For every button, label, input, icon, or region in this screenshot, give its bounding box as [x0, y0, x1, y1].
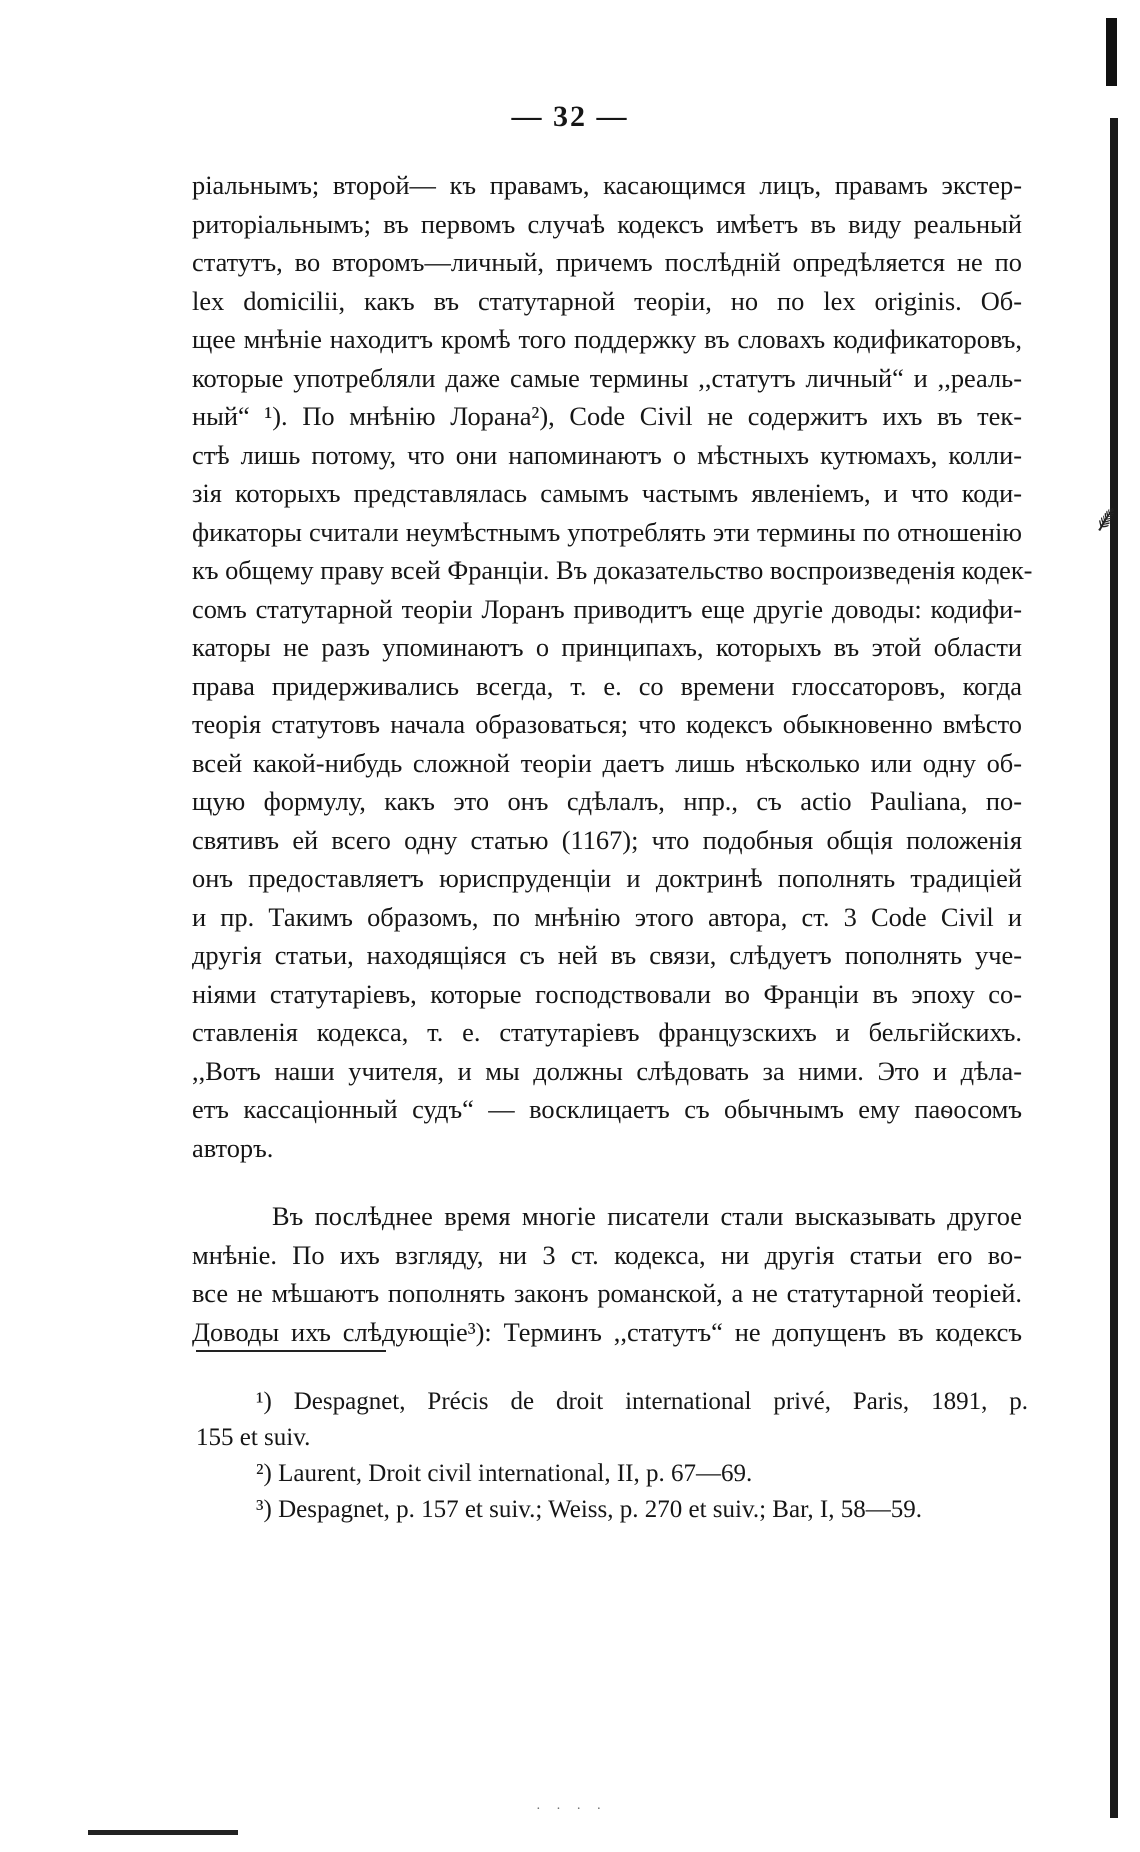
text-line: всей какой-нибудь сложной теоріи даетъ лишь нѣсколько или одну об-	[192, 747, 1022, 778]
text-line: все не мѣшаютъ пополнять законъ романской, а не статутарной теоріей.	[192, 1278, 1022, 1308]
main-text	[192, 166, 1033, 1351]
page-edge-bar	[1110, 118, 1118, 1818]
text-line: щее мнѣніе находитъ кромѣ того поддержку въ словахъ кодификаторовъ,	[192, 324, 1022, 354]
footnote-continuation: 155 et suiv.	[196, 1424, 311, 1451]
text-line: етъ кассаціонный судъ“ — восклицаетъ съ обычнымъ ему паѳосомъ	[192, 1094, 1022, 1124]
text-line: каторы не разъ упоминаютъ о принципахъ, которыхъ въ этой области	[192, 632, 1022, 662]
text-line: святивъ ей всего одну статью (1167); что подобныя общія положенія	[192, 824, 1022, 855]
text-line: фикаторы считали неумѣстнымъ употреблять эти термины по отношенію	[192, 516, 1022, 547]
text-line: мнѣніе. По ихъ взгляду, ни 3 ст. кодекса, ни другія статьи его во-	[192, 1239, 1022, 1270]
text-line: ный“ ¹). По мнѣнію Лорана²), Code Civil не содержитъ ихъ въ тек-	[192, 401, 1022, 431]
text-line: права придерживались всегда, т. е. со времени глоссаторовъ, когда	[192, 670, 1022, 701]
text-line: щую формулу, какъ это онъ сдѣлалъ, нпр., съ actio Pauliana, по-	[192, 786, 1022, 816]
text-line: къ общему праву всей Франціи. Въ доказательство воспроизведенія кодек-	[192, 555, 1033, 585]
margin-mark: ⸙	[1092, 498, 1121, 540]
text-line: ніями статутаріевъ, которые господствовали во Франціи въ эпоху со-	[192, 978, 1022, 1009]
text-line: ,,Вотъ наши учителя, и мы должны слѣдовать за ними. Это и дѣла-	[192, 1055, 1022, 1086]
text-line: ріальнымъ; второй— къ правамъ, касающимся лицъ, правамъ экстер-	[192, 170, 1022, 200]
scan-artifact-rule	[88, 1830, 238, 1835]
footnote: ²) Laurent, Droit civil international, II, p. 67—69.	[256, 1460, 753, 1487]
text-line: онъ предоставляетъ юриспруденціи и доктринѣ пополнять традиціей	[192, 863, 1022, 893]
scan-artifact-dots: · · · ·	[536, 1802, 608, 1817]
footnote-divider	[196, 1350, 386, 1352]
text-line: сомъ статутарной теоріи Лоранъ приводитъ еще другіе доводы: кодифи-	[192, 593, 1022, 624]
text-line: и пр. Такимъ образомъ, по мнѣнію этого автора, ст. 3 Code Civil и	[192, 901, 1022, 932]
footnote: ³) Despagnet, p. 157 et suiv.; Weiss, p. 270 et suiv.; Bar, I, 58—59.	[256, 1496, 922, 1523]
page-edge-bar-top	[1106, 18, 1117, 86]
footnote: ¹) Despagnet, Précis de droit international privé, Paris, 1891, p.	[256, 1388, 1028, 1415]
text-line: которые употребляли даже самые термины ,,статутъ личный“ и ,,реаль-	[192, 362, 1022, 393]
text-line: ставленія кодекса, т. е. статутаріевъ французскихъ и бельгійскихъ.	[192, 1017, 1022, 1047]
text-line: другія статьи, находящіяся съ ней въ связи, слѣдуетъ пополнять уче-	[192, 940, 1022, 970]
paragraph-gap	[192, 1167, 1022, 1197]
text-line: lex domicilii, какъ въ статутарной теоріи, но по lex originis. Об-	[192, 285, 1022, 316]
text-line: зія которыхъ представлялась самымъ частымъ явленіемъ, и что коди-	[192, 478, 1022, 508]
text-line: статутъ, во второмъ—личный, причемъ послѣдній опредѣляется не по	[192, 247, 1022, 277]
text-line: авторъ.	[192, 1132, 274, 1163]
text-line: Въ послѣднее время многіе писатели стали высказывать другое	[272, 1201, 1022, 1231]
footnotes	[196, 1384, 1028, 1528]
text-line: Доводы ихъ слѣдующіе³): Терминъ ,,статутъ“ не допущенъ въ кодексъ	[192, 1316, 1022, 1347]
text-line: риторіальнымъ; въ первомъ случаѣ кодексъ имѣетъ въ виду реальный	[192, 208, 1022, 239]
page-number: — 32 —	[511, 100, 629, 133]
text-line: теорія статутовъ начала образоваться; что кодексъ обыкновенно вмѣсто	[192, 709, 1022, 739]
text-line: стѣ лишь потому, что они напоминаютъ о мѣстныхъ кутюмахъ, колли-	[192, 439, 1022, 470]
